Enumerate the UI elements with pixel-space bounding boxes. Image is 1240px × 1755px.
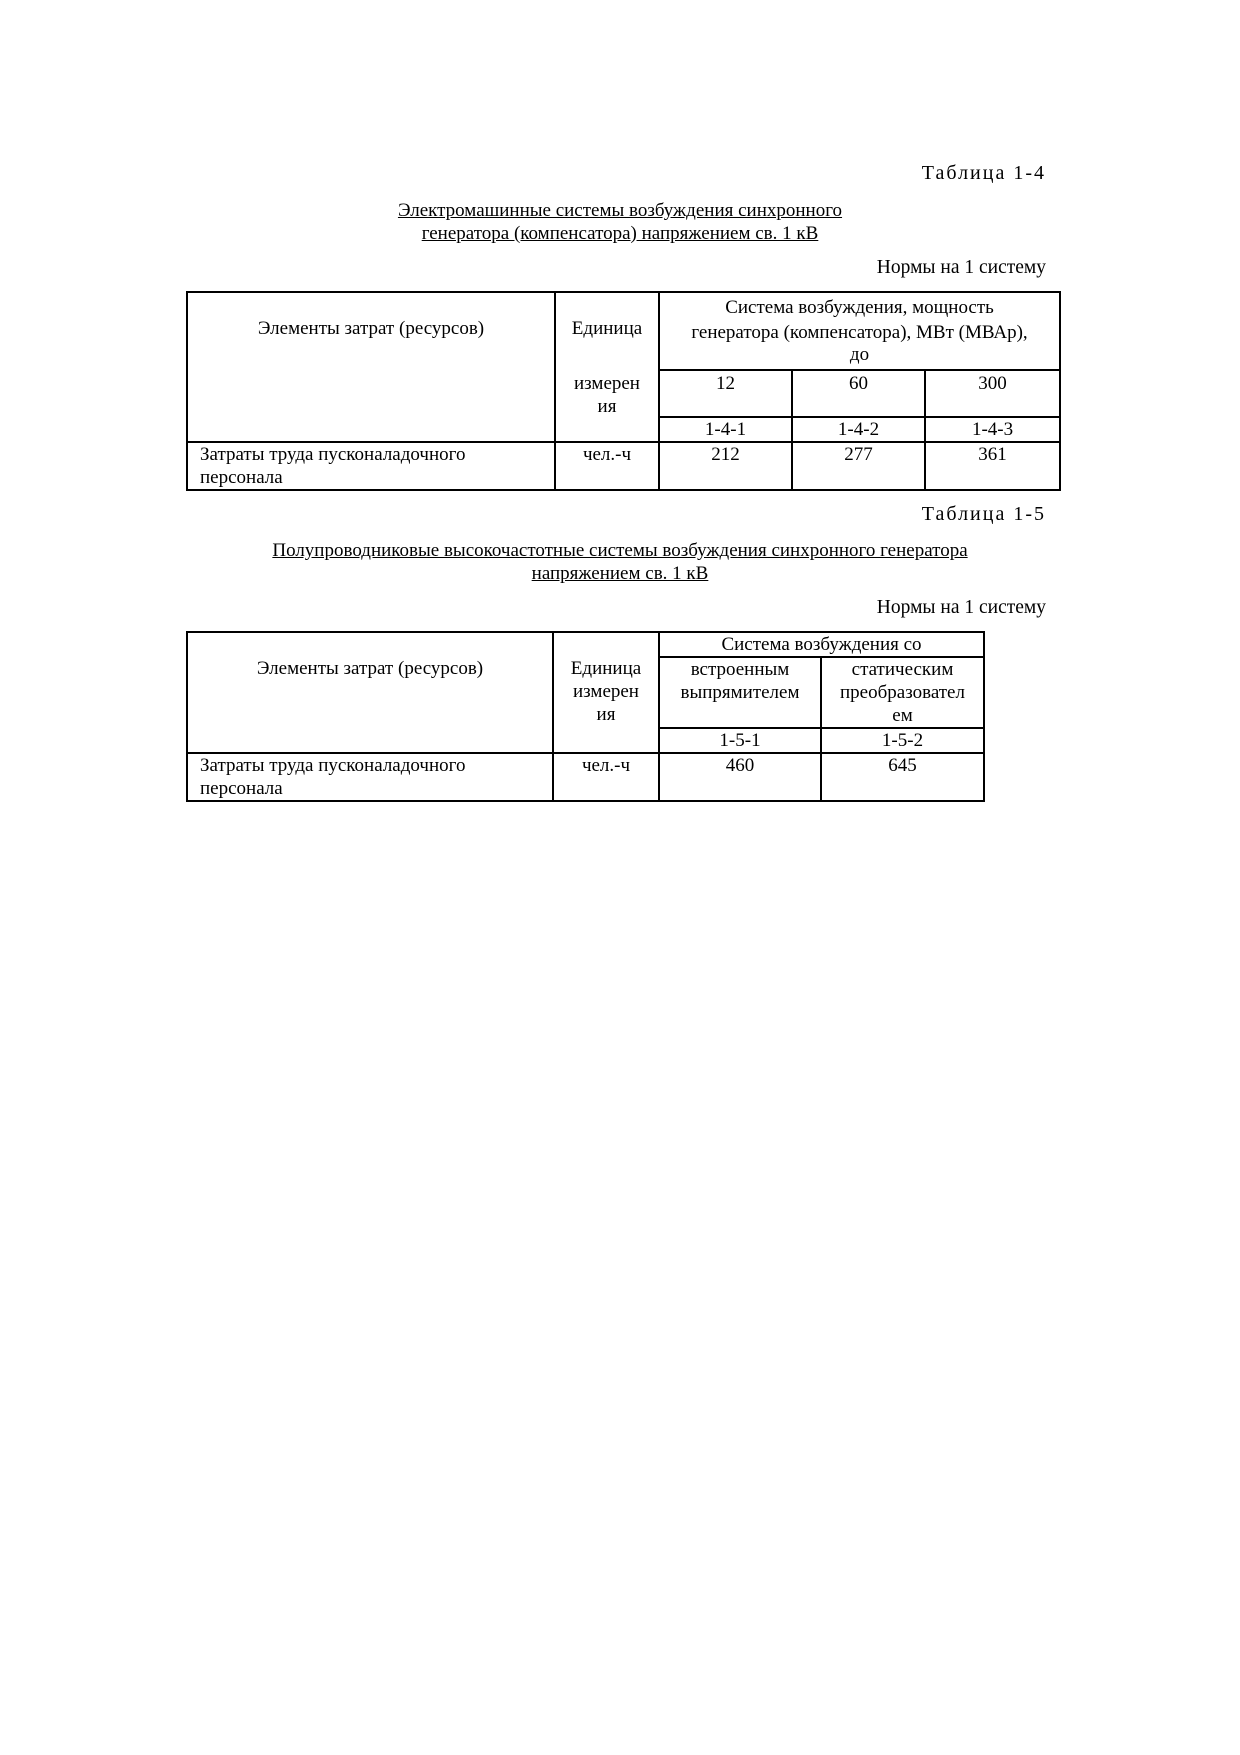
- header-unit-line: измерен: [573, 681, 639, 702]
- header-unit-line: ия: [596, 704, 616, 725]
- norm-code: 1-4-3: [925, 417, 1060, 442]
- row-value: 460: [659, 753, 821, 801]
- header-col-line: выпрямителем: [680, 682, 800, 703]
- power-value: 12: [659, 370, 792, 417]
- norms-note-1-5: Нормы на 1 систему: [876, 597, 1046, 618]
- row-value: 277: [792, 442, 925, 490]
- row-label-line: Затраты труда пусконаладочного: [200, 755, 466, 776]
- header-elements: Элементы затрат (ресурсов): [187, 632, 553, 728]
- header-system-line: Система возбуждения, мощность: [725, 297, 994, 318]
- header-col-line: преобразовател: [840, 682, 965, 703]
- header-system-line: до: [849, 344, 870, 365]
- caption-line: напряжением св. 1 кВ: [531, 563, 709, 584]
- header-col-line: встроенным: [690, 659, 790, 680]
- table-row: [187, 753, 984, 801]
- caption-line: Полупроводниковые высокочастотные системы возбуждения синхронного генератора: [272, 540, 968, 561]
- row-label-line: Затраты труда пусконаладочного: [200, 444, 466, 465]
- row-label-line: персонала: [200, 778, 283, 799]
- norms-table-1-4: [186, 291, 1061, 491]
- norms-note-1-4: Нормы на 1 систему: [876, 257, 1046, 278]
- table-label-1-5: Таблица 1-5: [921, 503, 1046, 525]
- row-value: 645: [821, 753, 984, 801]
- norm-code: 1-4-1: [659, 417, 792, 442]
- header-system: [659, 292, 1060, 370]
- norm-code: 1-4-2: [792, 417, 925, 442]
- table-caption-1-4: [300, 199, 940, 245]
- norms-table-1-5: [186, 631, 985, 802]
- table-row: [187, 442, 1060, 490]
- row-value: 212: [659, 442, 792, 490]
- header-unit: [553, 632, 659, 728]
- power-value: 60: [792, 370, 925, 417]
- header-unit-line: Единица: [570, 658, 642, 679]
- row-value: 361: [925, 442, 1060, 490]
- header-col-builtin-rectifier: [659, 657, 821, 728]
- norm-code: 1-5-1: [659, 728, 821, 753]
- caption-line: Электромашинные системы возбуждения синхронного: [397, 200, 843, 221]
- header-unit-top: Единица: [555, 292, 659, 370]
- header-col-line: статическим: [851, 659, 954, 680]
- norm-code: 1-5-2: [821, 728, 984, 753]
- row-label: [187, 753, 553, 801]
- header-system-line: генератора (компенсатора), МВт (МВАр),: [691, 322, 1028, 343]
- header-unit-line: ия: [597, 396, 617, 417]
- power-value: 300: [925, 370, 1060, 417]
- header-col-line: ем: [892, 705, 913, 726]
- row-unit: чел.-ч: [553, 753, 659, 801]
- table-caption-1-5: [200, 539, 1040, 585]
- caption-line: генератора (компенсатора) напряжением св. 1 кВ: [421, 223, 819, 244]
- header-elements-empty: [187, 728, 553, 753]
- row-label-line: персонала: [200, 467, 283, 488]
- header-system: Система возбуждения со: [659, 632, 984, 657]
- header-elements: Элементы затрат (ресурсов): [187, 292, 555, 417]
- header-col-static-converter: [821, 657, 984, 728]
- row-unit: чел.-ч: [555, 442, 659, 490]
- header-elements-empty: [187, 417, 555, 442]
- header-unit-line: измерен: [574, 373, 640, 394]
- row-label: [187, 442, 555, 490]
- header-unit-bottom: [555, 370, 659, 442]
- header-unit-empty: [553, 728, 659, 753]
- table-label-1-4: Таблица 1-4: [921, 162, 1046, 184]
